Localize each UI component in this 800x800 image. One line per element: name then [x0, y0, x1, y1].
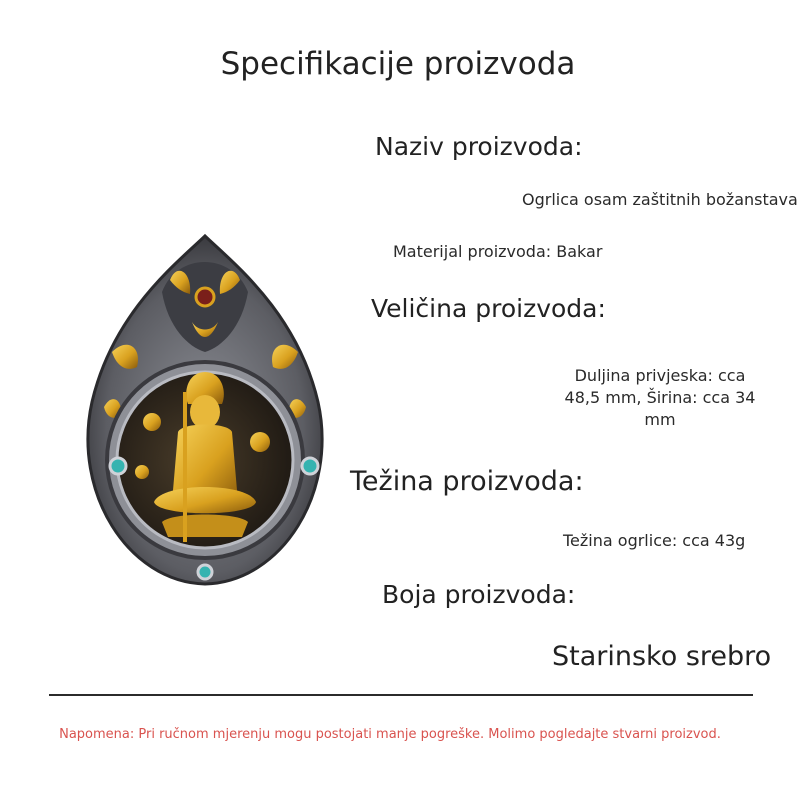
color-value: Starinsko srebro	[552, 641, 772, 672]
weight-value: Težina ogrlice: cca 43g	[563, 531, 746, 550]
page-title: Specifikacije proizvoda	[220, 46, 576, 82]
weight-label: Težina proizvoda:	[350, 466, 584, 497]
color-label: Boja proizvoda:	[382, 580, 576, 609]
size-label: Veličina proizvoda:	[371, 294, 606, 323]
name-value: Ogrlica osam zaštitnih božanstava	[522, 190, 798, 209]
size-value: Duljina privjeska: cca 48,5 mm, Širina: cca 34 mm	[564, 366, 756, 429]
name-label: Naziv proizvoda:	[375, 132, 583, 161]
disclaimer-note: Napomena: Pri ručnom mjerenju mogu postojati manje pogreške. Molimo pogledajte stvarni proizvod.	[59, 727, 721, 742]
material-text: Materijal proizvoda: Bakar	[393, 242, 603, 261]
divider-line	[49, 694, 753, 696]
pendant-photo	[82, 232, 328, 588]
